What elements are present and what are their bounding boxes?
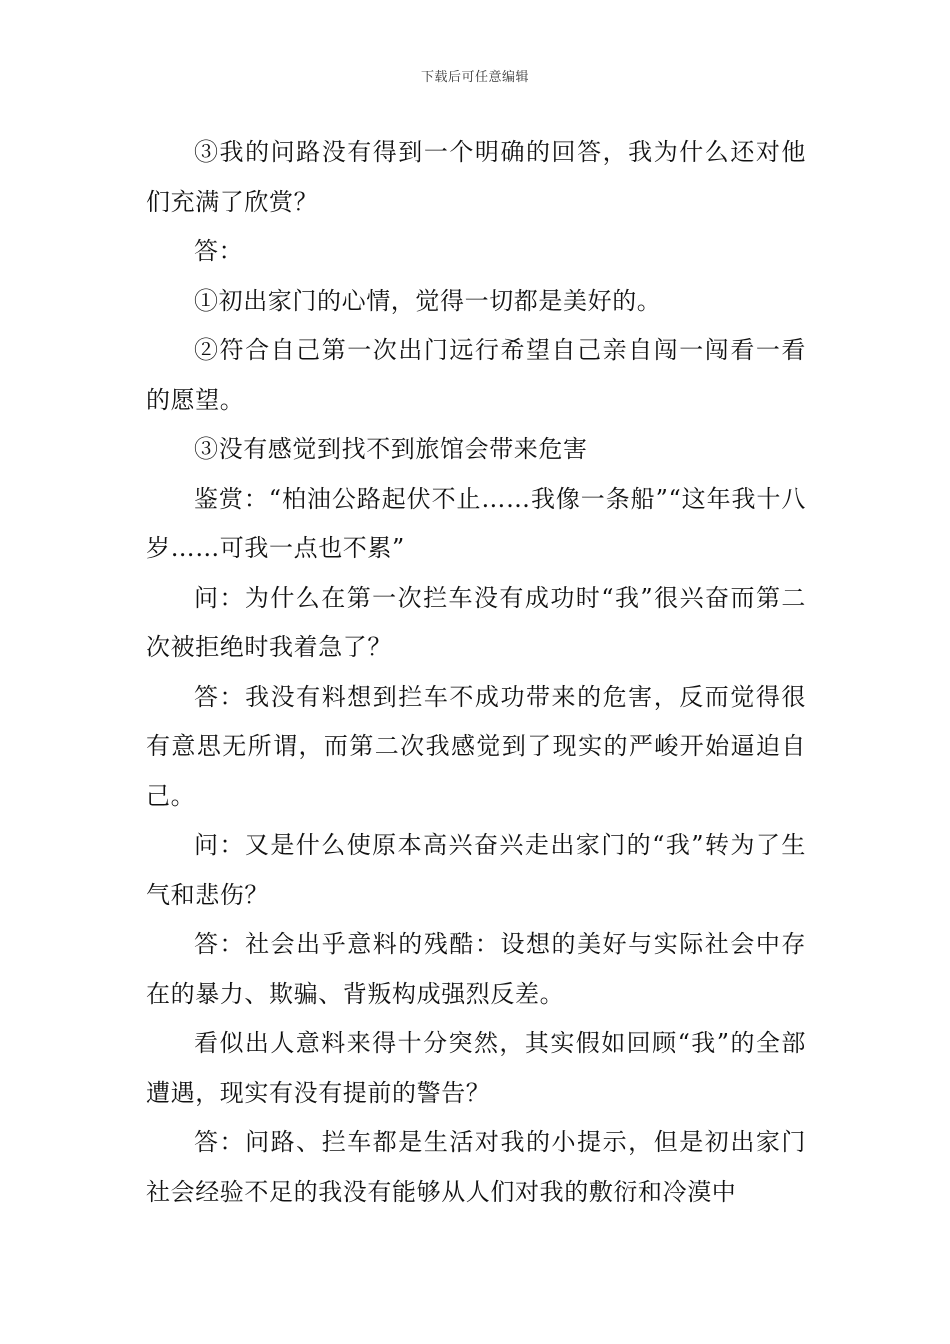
paragraph: 答： [194,237,244,265]
paragraph: ①初出家门的心情，觉得一切都是美好的。 [194,286,662,315]
paragraph: 看似出人意料来得十分突然，其实假如回顾“我”的全部遭遇，现实有没有提前的警告？ [146,1029,806,1107]
header-note: 下载后可任意编辑 [420,70,529,85]
paragraph: 鉴赏：“柏油公路起伏不止……我像一条船”“这年我十八岁……可我一点也不累” [146,484,806,562]
paragraph: 答：我没有料想到拦车不成功带来的危害，反而觉得很有意思无所谓，而第二次我感觉到了现实的严峻开始逼迫自己。 [146,682,806,810]
paragraph: ②符合自己第一次出门远行希望自己亲自闯一闯看一看的愿望。 [146,336,806,414]
document-body [146,128,806,1217]
paragraph: 问：又是什么使原本高兴奋兴走出家门的“我”转为了生气和悲伤？ [146,831,806,909]
paragraph: ③没有感觉到找不到旅馆会带来危害 [194,435,588,463]
paragraph: 问：为什么在第一次拦车没有成功时“我”很兴奋而第二次被拒绝时我着急了？ [146,583,806,661]
paragraph: ③我的问路没有得到一个明确的回答，我为什么还对他们充满了欣赏？ [146,138,806,216]
paragraph: 答：问路、拦车都是生活对我的小提示，但是初出家门社会经验不足的我没有能够从人们对我的敷衍和冷漠中 [146,1128,806,1206]
paragraph: 答：社会出乎意料的残酷：设想的美好与实际社会中存在的暴力、欺骗、背叛构成强烈反差。 [146,930,806,1008]
